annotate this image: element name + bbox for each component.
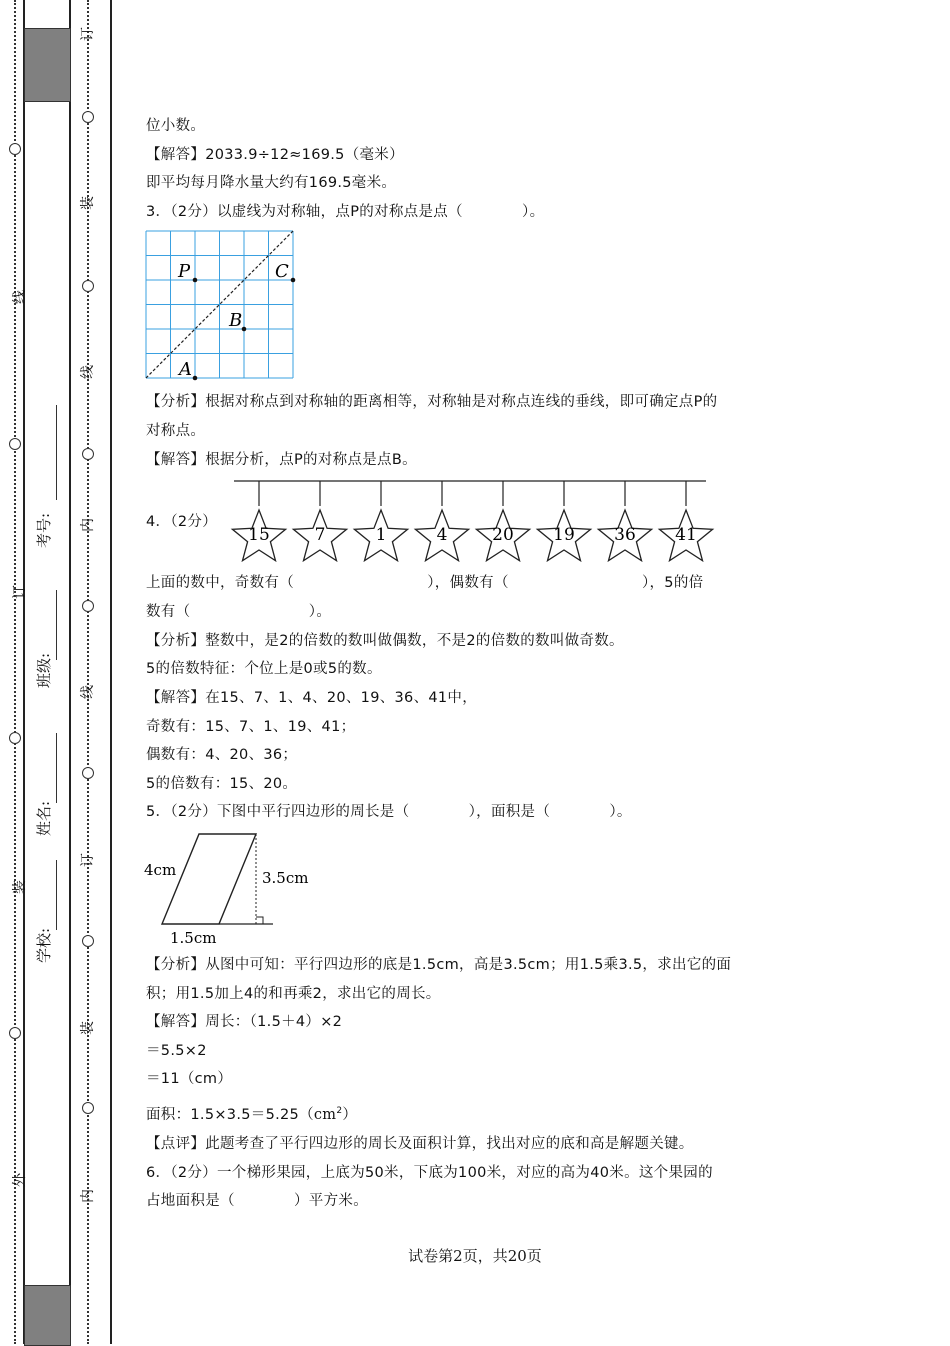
- text-line: 积；用1.5加上4的和再乘2，求出它的周长。: [146, 986, 441, 1002]
- question-3: 3．（2分）以虚线为对称轴，点P的对称点是点（ ）。: [146, 204, 545, 220]
- margin-label-ding-inner-2: 订: [80, 853, 96, 867]
- text-line: 上面的数中，奇数有（ ），偶数有（ ），5的倍: [146, 575, 704, 591]
- star-number: 7: [314, 525, 326, 545]
- margin-circle: [82, 935, 94, 947]
- page-footer: 试卷第2页，共20页: [408, 1247, 542, 1265]
- question-5: 5．（2分）下图中平行四边形的周长是（ ），面积是（ ）。: [146, 804, 632, 820]
- text-line: ＝11（cm）: [146, 1071, 233, 1087]
- text-line: 偶数有：4、20、36；: [146, 747, 298, 763]
- star-number: 36: [614, 525, 636, 545]
- text-line: 数有（ ）。: [146, 604, 332, 620]
- margin-gray-block-bottom: [24, 1285, 71, 1346]
- field-label-name: 姓名:: [35, 800, 54, 837]
- margin-label-xian-inner-2: 线: [80, 685, 96, 699]
- binding-margin: [0, 0, 112, 1344]
- field-label-exam-no: 考号:: [35, 512, 54, 549]
- side-label: 4cm: [144, 861, 177, 879]
- hanging-stars-figure: [228, 476, 716, 564]
- field-label-school: 学校:: [35, 927, 54, 964]
- star-number: 1: [375, 525, 387, 545]
- margin-line-left: [23, 0, 25, 1344]
- text-line: 【分析】根据对称点到对称轴的距离相等，对称轴是对称点连线的垂线，即可确定点P的: [146, 394, 718, 410]
- text-line: 【分析】整数中，是2的倍数的数叫做偶数，不是2的倍数的数叫做奇数。: [146, 633, 624, 649]
- text-line: 即平均每月降水量大约有169.5毫米。: [146, 175, 397, 191]
- margin-label-xian: 线: [12, 290, 28, 304]
- margin-label-xian-inner: 线: [80, 365, 96, 379]
- stars-group: [232, 481, 712, 561]
- label-b: B: [229, 310, 243, 331]
- star-number: 41: [675, 525, 697, 545]
- margin-circle: [82, 280, 94, 292]
- field-blank-school[interactable]: [56, 860, 57, 930]
- margin-gray-block-top: [24, 28, 71, 102]
- margin-circle: [82, 448, 94, 460]
- margin-label-ding: 订: [12, 585, 28, 599]
- text-line: 奇数有：15、7、1、19、41；: [146, 719, 356, 735]
- margin-circle: [9, 438, 21, 450]
- field-blank-class[interactable]: [56, 590, 57, 660]
- text-line: 【解答】2033.9÷12≈169.5（毫米）: [146, 147, 404, 163]
- margin-circle: [9, 143, 21, 155]
- margin-label-nei-inner-2: 内: [80, 1189, 96, 1203]
- label-a: A: [179, 359, 192, 380]
- area-unit-exponent: 2: [336, 1106, 343, 1116]
- margin-label-zhuang-inner-2: 装: [80, 1021, 96, 1035]
- margin-label-ding-inner: 订: [80, 27, 96, 41]
- area-unit-open: （: [299, 1106, 314, 1123]
- area-unit-close: ）: [342, 1106, 358, 1123]
- parallelogram-figure: [140, 832, 320, 952]
- margin-dotted-line-outer: [14, 0, 16, 1344]
- right-angle-mark: [256, 917, 263, 924]
- point-a: [193, 376, 198, 381]
- text-line: 【解答】根据分析，点P的对称点是点B。: [146, 452, 417, 468]
- area-expression: 面积：1.5×3.5＝5.25: [146, 1106, 300, 1123]
- question-6: 6．（2分）一个梯形果园，上底为50米，下底为100米，对应的高为40米。这个果园的: [146, 1165, 713, 1181]
- label-p: P: [178, 261, 191, 282]
- field-blank-exam-no[interactable]: [56, 405, 57, 500]
- star-number: 20: [492, 525, 514, 545]
- text-line: ＝5.5×2: [146, 1043, 207, 1059]
- field-blank-name[interactable]: [56, 733, 57, 803]
- text-line: 【点评】此题考查了平行四边形的周长及面积计算，找出对应的底和高是解题关键。: [146, 1136, 694, 1152]
- text-line: 对称点。: [146, 423, 206, 439]
- text-line: 【分析】从图中可知：平行四边形的底是1.5cm，高是3.5cm；用1.5乘3.5，求出它的面: [146, 957, 732, 973]
- area-unit: cm: [313, 1106, 337, 1123]
- star-number: 19: [553, 525, 575, 545]
- margin-label-zhuang: 装: [12, 880, 28, 894]
- point-p: [193, 278, 198, 283]
- star-number: 4: [436, 525, 448, 545]
- base-label: 1.5cm: [170, 929, 217, 947]
- margin-line-right: [110, 0, 112, 1344]
- text-line: 【解答】在15、7、1、4、20、19、36、41中，: [146, 690, 478, 706]
- field-label-class: 班级:: [35, 652, 54, 689]
- margin-label-zhuang-inner: 装: [80, 196, 96, 210]
- margin-label-nei-inner: 内: [80, 518, 96, 532]
- margin-circle: [82, 600, 94, 612]
- point-b: [242, 327, 247, 332]
- text-line: 【解答】周长：（1.5＋4）×2: [146, 1014, 343, 1030]
- star-number: 15: [248, 525, 270, 545]
- label-c: C: [275, 261, 289, 282]
- text-line: 5的倍数特征：个位上是0或5的数。: [146, 661, 382, 677]
- text-line: 位小数。: [146, 118, 206, 134]
- area-line: [146, 1101, 357, 1125]
- text-line: 占地面积是（ ）平方米。: [146, 1193, 368, 1209]
- point-c: [291, 278, 296, 283]
- question-4: 4．（2分）: [146, 514, 218, 530]
- margin-circle: [82, 1102, 94, 1114]
- margin-circle: [82, 767, 94, 779]
- margin-line-middle: [69, 0, 71, 1344]
- margin-circle: [82, 111, 94, 123]
- text-line: 5的倍数有：15、20。: [146, 776, 298, 792]
- margin-circle: [9, 1027, 21, 1039]
- symmetry-grid-figure: [144, 229, 299, 381]
- margin-circle: [9, 732, 21, 744]
- height-label: 3.5cm: [262, 869, 309, 887]
- margin-label-wai: 外: [12, 1173, 28, 1187]
- parallelogram-shape: [162, 834, 256, 924]
